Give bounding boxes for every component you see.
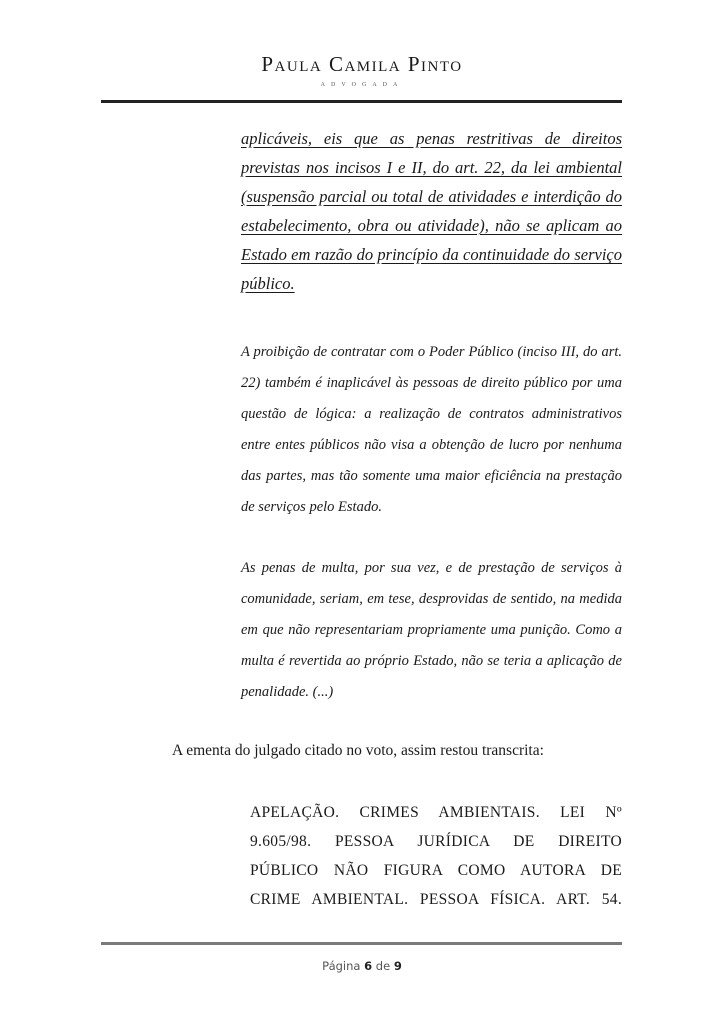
header-divider xyxy=(101,100,622,103)
quote-paragraph-2 xyxy=(241,553,622,708)
ementa-line: 9.605/98. PESSOA JURÍDICA DE DIREITO xyxy=(250,833,622,850)
letterhead-name: Paula Camila Pinto xyxy=(261,52,463,76)
ementa-line: APELAÇÃO. CRIMES AMBIENTAIS. LEI Nº xyxy=(250,804,622,821)
current-page: 6 xyxy=(364,959,373,973)
underlined-quote-paragraph xyxy=(241,124,622,298)
quote-paragraph-1 xyxy=(241,337,622,523)
footer-divider xyxy=(101,942,622,945)
page-label: Página xyxy=(322,959,361,973)
ementa-line: CRIME AMBIENTAL. PESSOA FÍSICA. ART. 54. xyxy=(250,891,622,908)
ementa-block xyxy=(250,798,622,914)
underlined-quote-text: aplicáveis, eis que as penas restritivas de direitos previstas nos incisos I e II, do art. 22, da lei ambiental (suspensão parcial ou total de atividades e interdição do estabelecimento, obra ou atividade), não se aplicam ao Estado em razão do princípio da continuidade do serviço público. xyxy=(241,129,622,293)
intro-sentence: A ementa do julgado citado no voto, assim restou transcrita: xyxy=(172,742,544,759)
total-pages: 9 xyxy=(393,959,402,973)
page-separator: de xyxy=(375,959,391,973)
ementa-line: PÚBLICO NÃO FIGURA COMO AUTORA DE xyxy=(250,862,622,879)
page-number xyxy=(0,959,724,973)
letterhead-subtitle: ADVOGADA xyxy=(320,82,404,88)
quote-text-2: As penas de multa, por sua vez, e de prestação de serviços à comunidade, seriam, em tese, desprovidas de sentido, na medida em que não representariam propriamente uma punição. Como a multa é revertida ao próprio Estado, não se teria a aplicação de penalidade. (...) xyxy=(241,560,622,700)
quote-text-1: A proibição de contratar com o Poder Público (inciso III, do art. 22) também é inaplicável às pessoas de direito público por uma questão de lógica: a realização de contratos administrativos entre entes públicos não visa a obtenção de lucro por nenhuma das partes, mas tão somente uma maior eficiência na prestação de serviços pelo Estado. xyxy=(241,344,622,515)
